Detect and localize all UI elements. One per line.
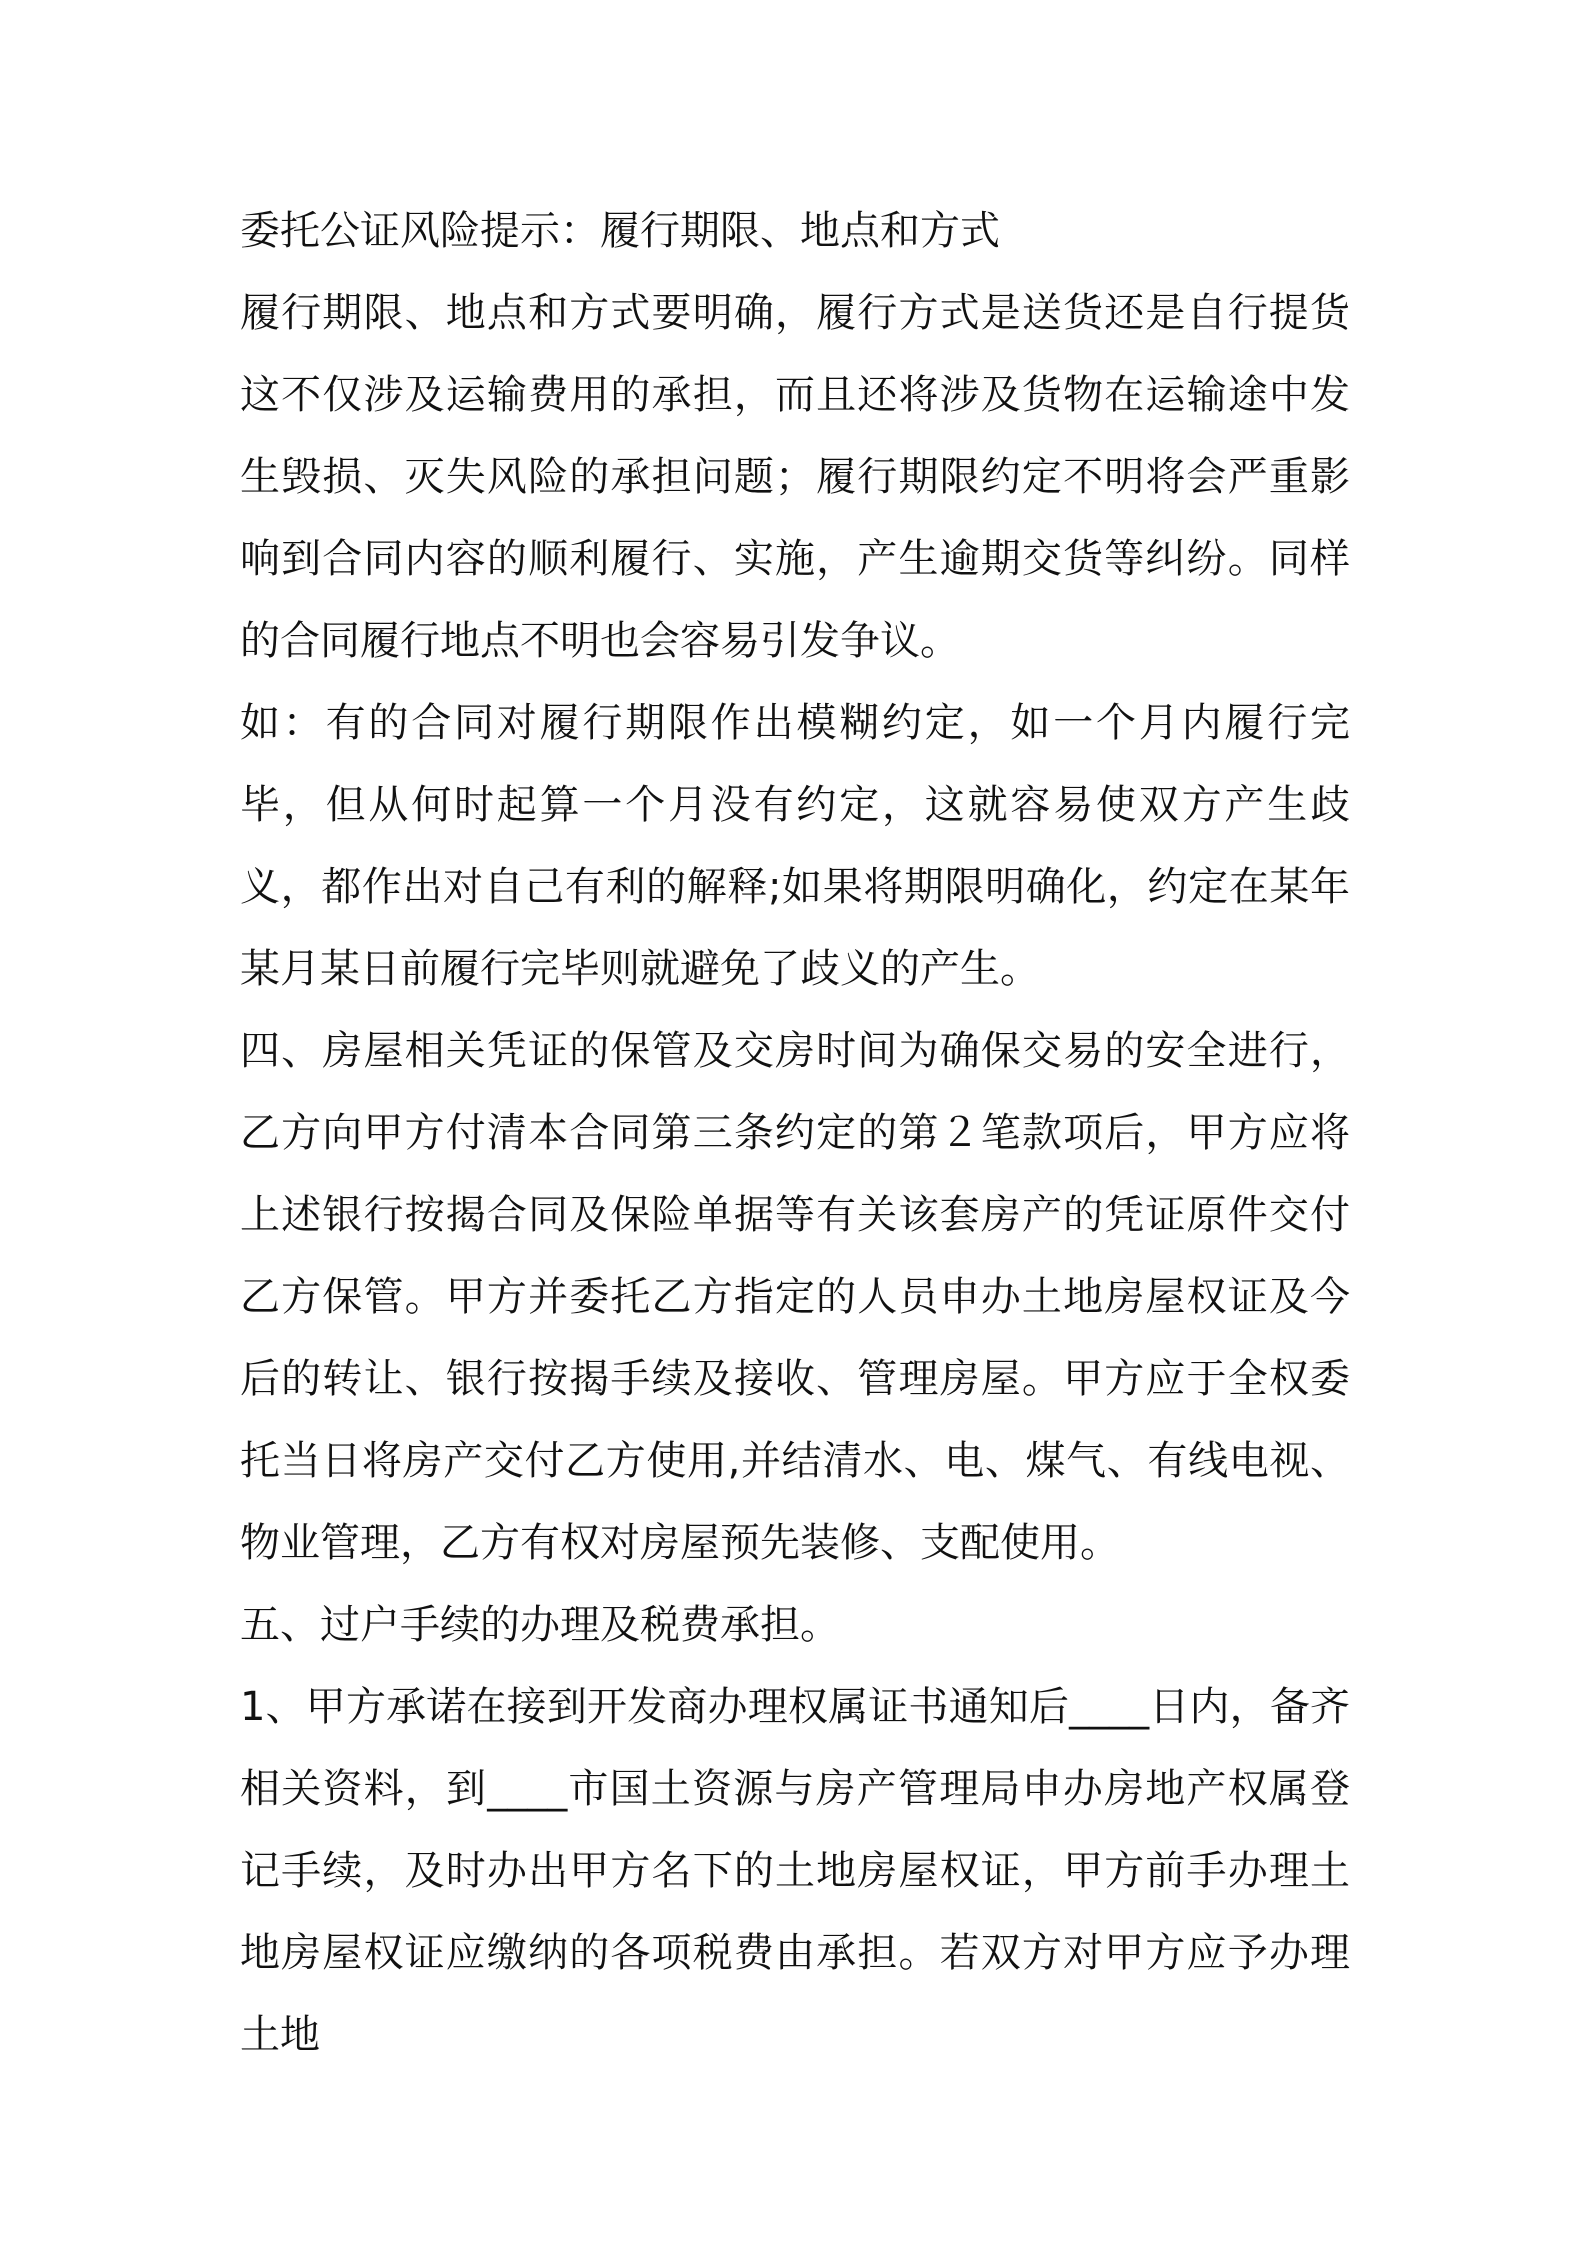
paragraph-section-five-heading: 五、过户手续的办理及税费承担。 bbox=[240, 1602, 840, 1648]
paragraph-performance-terms: 履行期限、地点和方式要明确，履行方式是送货还是自行提货这不仅涉及运输费用的承担，而且还将涉及货物在运输途中发生毁损、灭失风险的承担问题；履行期限约定不明将会严重影响到合同内容的顺利履行、实施，产生逾期交货等纠纷。同样的合同履行地点不明也会容易引发争议。 bbox=[240, 290, 1350, 664]
paragraph-clause-one: 1、甲方承诺在接到开发商办理权属证书通知后____日内，备齐相关资料，到____市国土资源与房产管理局申办房地产权属登记手续，及时办出甲方名下的土地房屋权证，甲方前手办理土地房屋权证应缴纳的各项税费由承担。若双方对甲方应予办理土地 bbox=[240, 1684, 1350, 2058]
document-body bbox=[240, 190, 1350, 2076]
document-title: 委托公证风险提示：履行期限、地点和方式 bbox=[240, 208, 1000, 254]
paragraph-section-four: 四、房屋相关凭证的保管及交房时间为确保交易的安全进行，乙方向甲方付清本合同第三条约定的第２笔款项后，甲方应将上述银行按揭合同及保险单据等有关该套房产的凭证原件交付乙方保管。甲方并委托乙方指定的人员申办土地房屋权证及今后的转让、银行按揭手续及接收、管理房屋。甲方应于全权委托当日将房产交付乙方使用,并结清水、电、煤气、有线电视、物业管理，乙方有权对房屋预先装修、支配使用。 bbox=[240, 1028, 1350, 1566]
paragraph-example: 如：有的合同对履行期限作出模糊约定，如一个月内履行完毕，但从何时起算一个月没有约定，这就容易使双方产生歧义，都作出对自己有利的解释;如果将期限明确化，约定在某年某月某日前履行完毕则就避免了歧义的产生。 bbox=[240, 700, 1350, 992]
